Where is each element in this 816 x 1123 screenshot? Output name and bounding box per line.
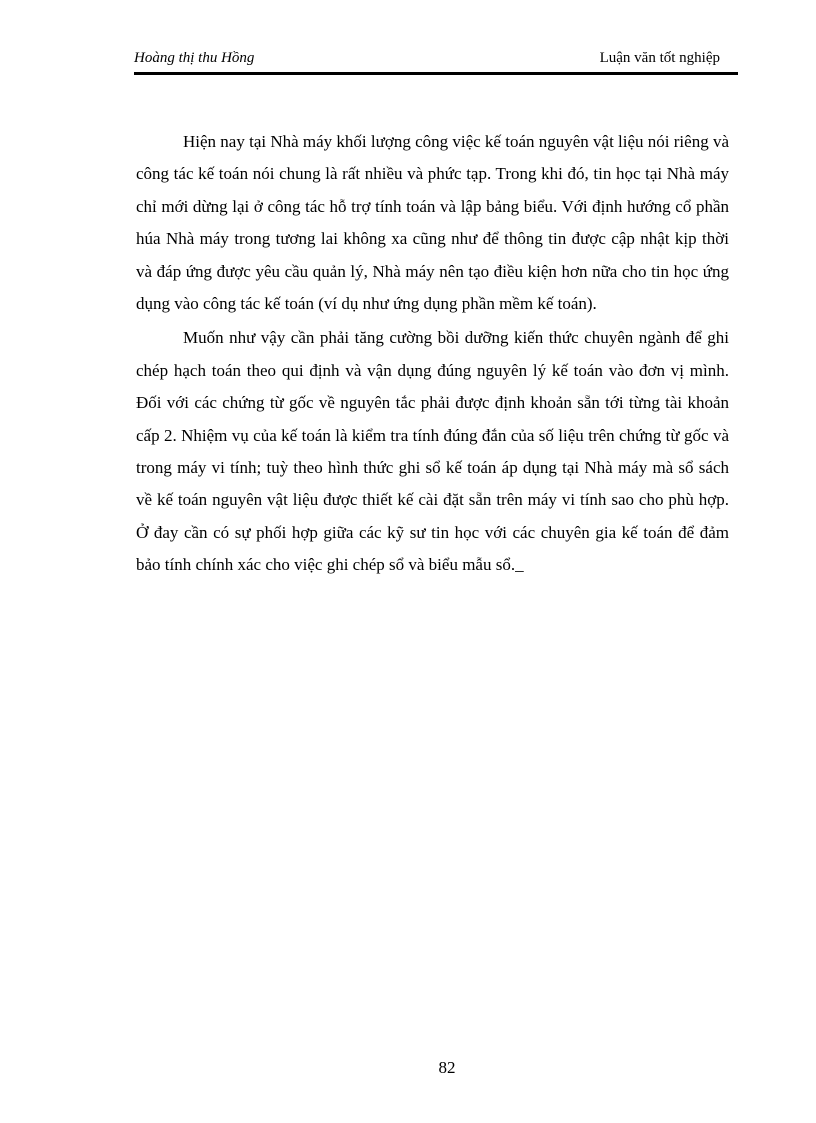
header-author: Hoàng thị thu Hồng — [134, 50, 255, 66]
page-number: 82 — [438, 1058, 456, 1077]
paragraph-2: Muốn như vậy cần phải tăng cường bồi dưỡng kiến thức chuyên ngành để ghi chép hạch toán theo qui định và vận dụng đúng nguyên lý kế toán vào đơn vị mình. Đối với các chứng từ gốc về nguyên tắc phải được định khoản sẵn tới từng tài khoản cấp 2. Nhiệm vụ của kế toán là kiểm tra tính đúng đắn của số liệu trên chứng từ gốc và trong máy vi tính; tuỳ theo hình thức ghi sổ kế toán áp dụng tại Nhà máy mà sổ sách về kế toán nguyên vật liệu được thiết kế cài đặt sẵn trên máy vi tính sao cho phù hợp. Ở đay cần có sự phối hợp giữa các kỹ sư tin học với các chuyên gia kế toán để đảm bảo tính chính xác cho việc ghi chép sổ và biểu mẫu sổ._ — [136, 328, 729, 575]
document-body — [136, 126, 729, 582]
header-title: Luận văn tốt nghiệp — [599, 50, 720, 66]
page-header — [134, 46, 736, 76]
header-divider — [134, 72, 738, 75]
paragraph-1: Hiện nay tại Nhà máy khối lượng công việc kế toán nguyên vật liệu nói riêng và công tác kế toán nói chung là rất nhiều và phức tạp. Trong khi đó, tin học tại Nhà máy chỉ mới dừng lại ở công tác hỗ trợ tính toán và lập bảng biểu. Với định hướng cổ phần húa Nhà máy trong tương lai không xa cũng như để thông tin được cập nhật kịp thời và đáp ứng được yêu cầu quản lý, Nhà máy nên tạo điều kiện hơn nữa cho tin học ứng dụng vào công tác kế toán (ví dụ như ứng dụng phần mềm kế toán). — [136, 132, 730, 314]
